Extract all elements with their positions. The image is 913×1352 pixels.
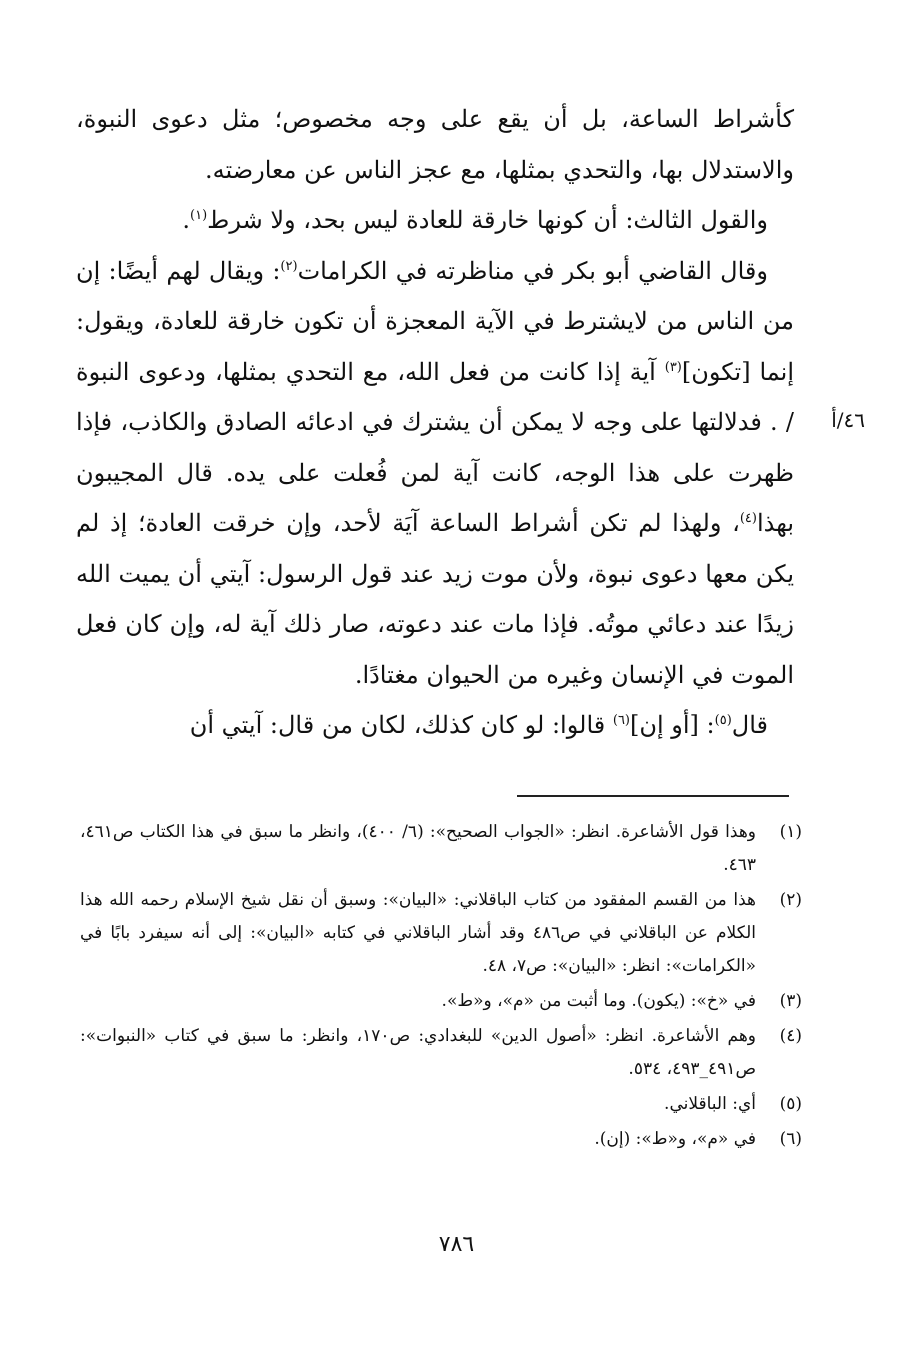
footnote-text: في «خ»: (يكون). وما أثبت من «م»، و«ط». bbox=[441, 991, 756, 1011]
manuscript-folio-marker: ٤٦/أ bbox=[831, 408, 865, 432]
footnote-ref-1: (١) bbox=[190, 208, 208, 223]
paragraph-4-part-b: : [أو إن] bbox=[630, 711, 715, 739]
page-number: ٧٨٦ bbox=[438, 1232, 475, 1257]
footnote-ref-2: (٢) bbox=[280, 258, 298, 274]
paragraph-1 bbox=[76, 94, 794, 195]
paragraph-2-end: . bbox=[182, 206, 190, 234]
footnote-ref-3: (٣) bbox=[664, 359, 682, 375]
footnote-number: (٤) bbox=[779, 1026, 802, 1046]
paragraph-2 bbox=[76, 195, 794, 246]
paragraph-4-part-c: قالوا: لو كان كذلك، لكان من قال: آيتي أن bbox=[189, 711, 613, 739]
footnote-2 bbox=[80, 884, 802, 983]
paragraph-4 bbox=[76, 700, 794, 751]
footnote-number: (٥) bbox=[779, 1094, 802, 1114]
paragraph-3-part-d: ، ولهذا لم تكن أشراط الساعة آيَة لأحد، وإن خرقت العادة؛ إذ لم يكن معها دعوى نبوة، ولأن موت زيد عند قول الرسول: آيتي أن يميت الله زيدًا عند دعائي موتُه. فإذا مات عند دعوته، صار ذلك آية له، وإن كان فعل الموت في الإنسان وغيره من الحيوان مغتادًا. bbox=[76, 509, 794, 689]
footnote-5 bbox=[80, 1088, 802, 1121]
paragraph-1-text: كأشراط الساعة، بل أن يقع على وجه مخصوص؛ مثل دعوى النبوة، والاستدلال بها، والتحدي بمثلها، مع عجز الناس عن معارضته. bbox=[76, 105, 794, 184]
footnote-number: (١) bbox=[779, 822, 802, 842]
paragraph-3-part-b: : ويقال لهم أيضًا: إن من الناس من لايشترط في الآية المعجزة أن تكون خارقة للعادة، ويقول: إنما [تكون] bbox=[76, 256, 794, 386]
footnote-text: وهم الأشاعرة. انظر: «أصول الدين» للبغدادي: ص١٧٠، وانظر: ما سبق في كتاب «النبوات»: ص٤٩١_٤٩٣، ٥٣٤. bbox=[80, 1026, 756, 1079]
footnote-6 bbox=[80, 1123, 802, 1156]
paragraph-3 bbox=[76, 246, 794, 701]
footnotes-list bbox=[80, 816, 802, 1158]
footnote-text: في «م»، و«ط»: (إن). bbox=[594, 1129, 756, 1149]
footnote-number: (٢) bbox=[779, 890, 802, 910]
footnote-text: هذا من القسم المفقود من كتاب الباقلاني: «البيان»: وسبق أن نقل شيخ الإسلام رحمه الله هذا الكلام عن الباقلاني في ص٤٨٦ وقد أشار الباقلاني في كتابه «البيان»: إلى أنه سيفرد بابًا في «الكرامات»: انظر: «البيان»: ص٧، ٤٨. bbox=[80, 890, 756, 976]
main-text bbox=[76, 94, 794, 751]
footnote-ref-4: (٤) bbox=[739, 511, 757, 526]
paragraph-3-part-a: وقال القاضي أبو بكر في مناظرته في الكرامات bbox=[297, 256, 768, 285]
footnote-3 bbox=[80, 985, 802, 1018]
footnote-ref-5: (٥) bbox=[714, 713, 732, 728]
footnote-ref-6: (٦) bbox=[612, 713, 630, 728]
paragraph-4-part-a: قال bbox=[731, 711, 768, 739]
footnote-text: وهذا قول الأشاعرة. انظر: «الجواب الصحيح»: (٦/ ٤٠٠)، وانظر ما سبق في هذا الكتاب ص٤٦١، ٤٦٣. bbox=[80, 822, 756, 875]
paragraph-3-part-c: آية إذا كانت من فعل الله، مع التحدي بمثلها، ودعوى النبوة / . فدلالتها على وجه لا يمكن أن يشترك في ادعائه الصادق والكاذب، فإذا ظهرت على هذا الوجه، كانت آية لمن فُعلت على يده. قال المجيبون بهذا bbox=[76, 357, 794, 537]
paragraph-2-text: والقول الثالث: أن كونها خارقة للعادة ليس بحد، ولا شرط bbox=[207, 206, 768, 234]
footnote-divider bbox=[517, 795, 789, 797]
footnote-number: (٣) bbox=[779, 991, 802, 1011]
footnote-1 bbox=[80, 816, 802, 882]
footnote-number: (٦) bbox=[779, 1129, 802, 1149]
footnote-text: أي: الباقلاني. bbox=[664, 1094, 756, 1114]
footnote-4 bbox=[80, 1020, 802, 1086]
